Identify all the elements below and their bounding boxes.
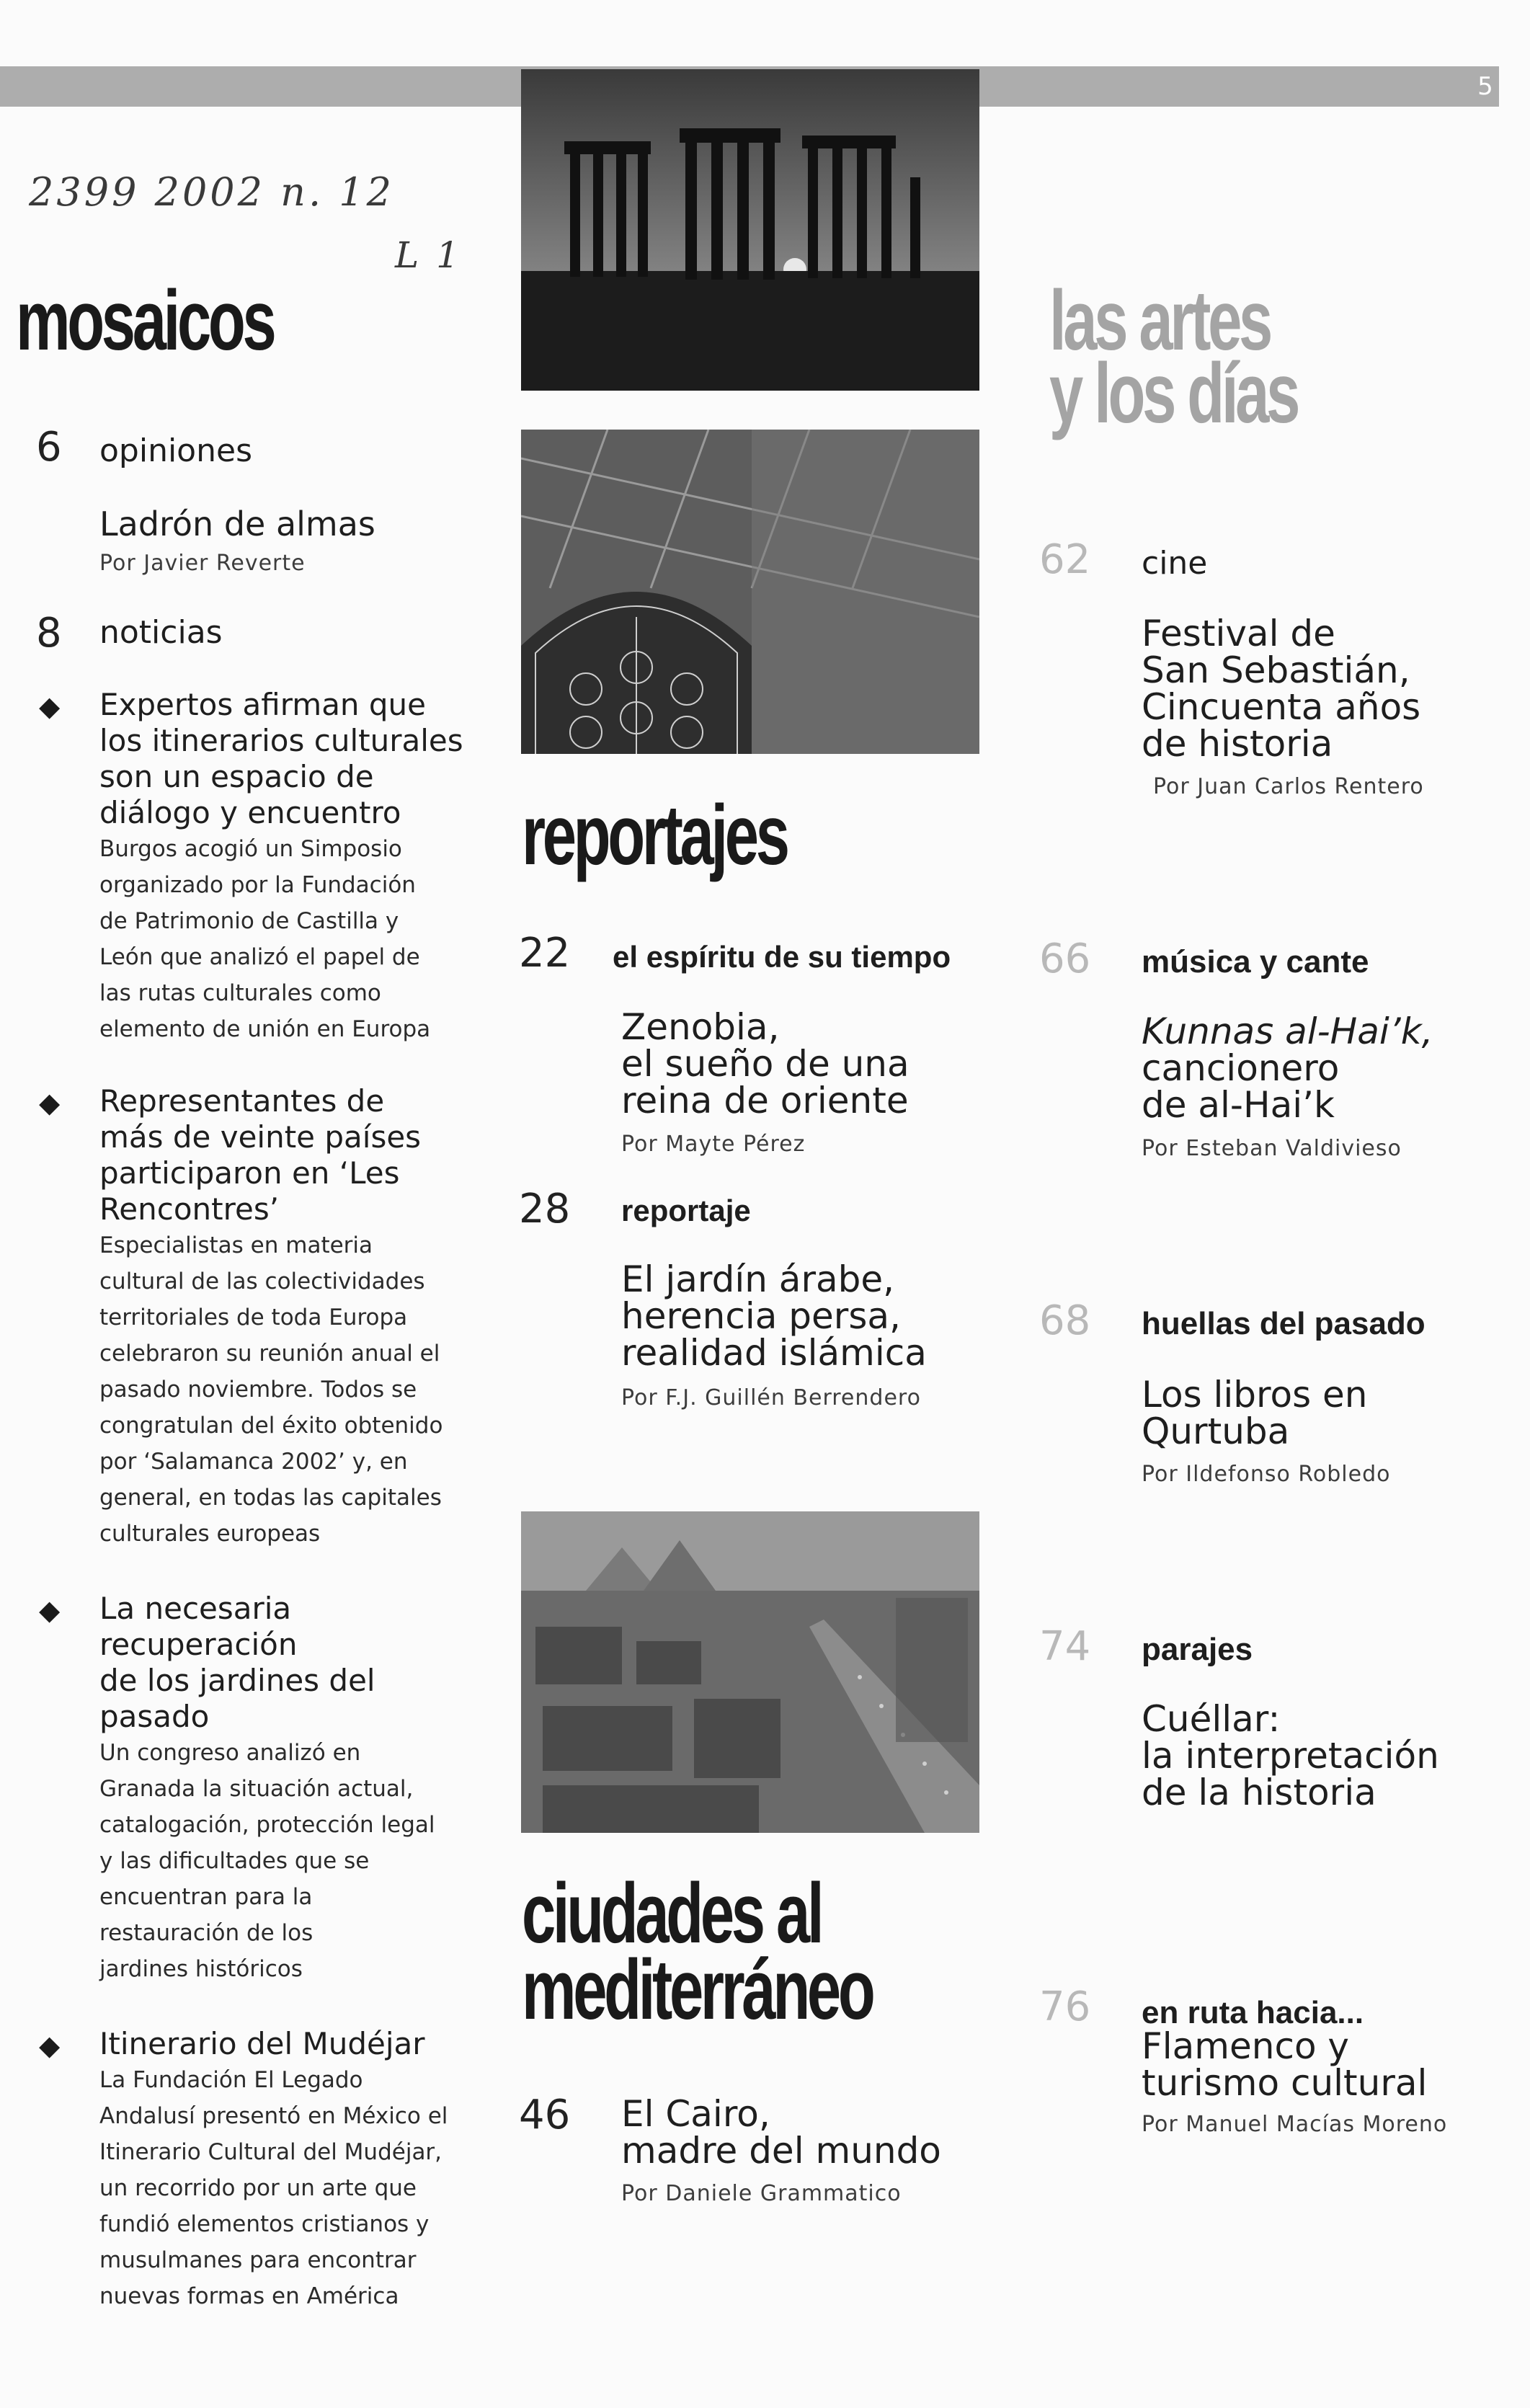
entry-title-line: cancionero xyxy=(1142,1047,1340,1089)
news-body-line: las rutas culturales como xyxy=(99,980,381,1006)
entry-title-line: realidad islámica xyxy=(621,1332,927,1374)
entry-title-line: de historia xyxy=(1142,723,1333,765)
entry-title-line: El Cairo, xyxy=(621,2093,770,2135)
entry-title-line: Cuéllar: xyxy=(1142,1698,1281,1740)
news-title-line: Itinerario del Mudéjar xyxy=(99,2026,425,2061)
entry-page-number: 68 xyxy=(1039,1297,1091,1344)
bullet-diamond-icon: ◆ xyxy=(39,1087,61,1119)
section-title-las-artes xyxy=(1049,273,1298,442)
news-title-line: son un espacio de xyxy=(99,759,374,794)
news-body-line: jardines históricos xyxy=(99,1956,303,1982)
entry-page-number: 28 xyxy=(519,1186,571,1232)
news-body-line: culturales europeas xyxy=(99,1521,321,1547)
entry-title-line: madre del mundo xyxy=(621,2130,941,2172)
entry-author: Por Juan Carlos Rentero xyxy=(1153,774,1424,799)
news-body-line: catalogación, protección legal xyxy=(99,1812,435,1838)
news-title-line: los itinerarios culturales xyxy=(99,723,463,758)
news-body-line: un recorrido por un arte que xyxy=(99,2175,417,2201)
news-body-line: Andalusí presentó en México el xyxy=(99,2103,448,2129)
section-title-line: mediterráneo xyxy=(522,1942,873,2038)
news-body-line: encuentran para la xyxy=(99,1884,313,1910)
entry-category: música y cante xyxy=(1142,944,1369,979)
news-body-line: celebraron su reunión anual el xyxy=(99,1341,440,1367)
news-title-line: de los jardines del xyxy=(99,1663,375,1698)
news-body-line: y las dificultades que se xyxy=(99,1848,370,1874)
news-body-line: congratulan del éxito obtenido xyxy=(99,1413,443,1439)
entry-title-line: San Sebastián, xyxy=(1142,649,1410,691)
opiniones-label: opiniones xyxy=(99,432,252,469)
bullet-diamond-icon: ◆ xyxy=(39,690,61,722)
noticias-label: noticias xyxy=(99,614,223,651)
section-title-ciudades xyxy=(522,1866,873,2038)
entry-category: en ruta hacia... xyxy=(1142,1995,1364,2030)
news-body-line: Especialistas en materia xyxy=(99,1232,373,1258)
handwritten-catalog-note: 2399 2002 n. 12 xyxy=(29,169,395,215)
entry-title-line: turismo cultural xyxy=(1142,2062,1428,2104)
news-item[interactable] xyxy=(99,1591,489,1987)
entry-author: Por Daniele Grammatico xyxy=(621,2181,902,2206)
entry-title-line: de la historia xyxy=(1142,1772,1376,1813)
entry-title[interactable] xyxy=(621,1006,982,1121)
photo-palmyra-ruins xyxy=(521,69,979,391)
entry-title-line: la interpretación xyxy=(1142,1735,1439,1777)
news-body-line: La Fundación El Legado xyxy=(99,2067,363,2093)
entry-title[interactable] xyxy=(1142,1698,1516,1813)
handwritten-code: L 1 xyxy=(395,234,462,276)
news-title-line: Representantes de xyxy=(99,1083,385,1119)
entry-title-line: el sueño de una xyxy=(621,1043,909,1085)
news-body-line: Granada la situación actual, xyxy=(99,1776,414,1802)
opiniones-title[interactable]: Ladrón de almas xyxy=(99,505,375,543)
news-body-line: restauración de los xyxy=(99,1920,313,1946)
entry-author: Por F.J. Guillén Berrendero xyxy=(621,1385,921,1410)
entry-page-number: 66 xyxy=(1039,936,1091,982)
news-title-line: diálogo y encuentro xyxy=(99,795,401,830)
news-title-line: Expertos afirman que xyxy=(99,687,427,722)
bullet-diamond-icon: ◆ xyxy=(39,1594,61,1626)
entry-title-line: Cincuenta años xyxy=(1142,686,1421,728)
entry-author: Por Esteban Valdivieso xyxy=(1142,1136,1402,1161)
news-title-line: La necesaria xyxy=(99,1591,292,1626)
entry-title-line: El jardín árabe, xyxy=(621,1258,895,1300)
section-title-reportajes: reportajes xyxy=(522,788,787,883)
page-number: 5 xyxy=(1477,72,1493,101)
entry-title-line: herencia persa, xyxy=(621,1295,901,1337)
entry-page-number: 62 xyxy=(1039,536,1091,583)
entry-title-line: de al-Hai’k xyxy=(1142,1084,1335,1126)
news-body-line: de Patrimonio de Castilla y xyxy=(99,908,399,934)
news-body-line: Burgos acogió un Simposio xyxy=(99,836,402,862)
noticias-page-number: 8 xyxy=(36,610,62,657)
news-title-line: Rencontres’ xyxy=(99,1191,280,1227)
entry-title-line: Qurtuba xyxy=(1142,1410,1290,1452)
photo-cairo-city xyxy=(521,1511,979,1833)
news-body-line: por ‘Salamanca 2002’ y, en xyxy=(99,1449,408,1475)
news-item[interactable] xyxy=(99,1083,489,1552)
news-body-line: Itinerario Cultural del Mudéjar, xyxy=(99,2139,442,2165)
news-title-line: pasado xyxy=(99,1699,210,1734)
entry-author: Por Manuel Macías Moreno xyxy=(1142,2112,1448,2137)
entry-title[interactable] xyxy=(621,1258,982,1374)
section-title-line: las artes xyxy=(1049,273,1270,368)
entry-category: reportaje xyxy=(621,1194,751,1227)
entry-title-line: Los libros en xyxy=(1142,1374,1368,1416)
entry-title[interactable] xyxy=(1142,1374,1516,1452)
entry-category: parajes xyxy=(1142,1632,1253,1667)
news-body-line: general, en todas las capitales xyxy=(99,1485,442,1511)
section-title-line: y los días xyxy=(1049,346,1298,442)
entry-page-number: 22 xyxy=(519,930,571,977)
entry-author: Por Mayte Pérez xyxy=(621,1132,806,1157)
news-body-line: organizado por la Fundación xyxy=(99,872,416,898)
entry-page-number: 46 xyxy=(519,2092,571,2138)
opiniones-page-number: 6 xyxy=(36,424,62,471)
news-body-line: cultural de las colectividades xyxy=(99,1269,425,1294)
news-body-line: fundió elementos cristianos y xyxy=(99,2211,430,2237)
entry-title-line: Festival de xyxy=(1142,613,1335,654)
bullet-diamond-icon: ◆ xyxy=(39,2030,61,2061)
entry-category: cine xyxy=(1142,545,1208,582)
news-title-line: recuperación xyxy=(99,1627,298,1662)
entry-title-line: reina de oriente xyxy=(621,1080,909,1121)
section-title-line: ciudades al xyxy=(522,1866,822,1961)
entry-title-line: Zenobia, xyxy=(621,1006,780,1048)
entry-title-line: Kunnas al-Hai’k, xyxy=(1142,1010,1433,1052)
section-title-mosaicos: mosaicos xyxy=(16,273,274,368)
news-body-line: Un congreso analizó en xyxy=(99,1740,361,1766)
news-title-line: más de veinte países xyxy=(99,1119,422,1155)
ornate-gate-icon xyxy=(521,430,979,754)
entry-category: huellas del pasado xyxy=(1142,1306,1426,1341)
news-body-line: musulmanes para encontrar xyxy=(99,2247,417,2273)
photo-iron-gate xyxy=(521,430,979,754)
news-item[interactable] xyxy=(99,687,489,1047)
entry-category: el espíritu de su tiempo xyxy=(613,940,951,974)
cairo-skyline-icon xyxy=(521,1511,979,1833)
news-body-line: elemento de unión en Europa xyxy=(99,1016,431,1042)
news-title-line: participaron en ‘Les xyxy=(99,1155,400,1191)
entry-title[interactable] xyxy=(1142,2025,1516,2104)
palmyra-silhouette-icon xyxy=(521,69,979,391)
entry-page-number: 76 xyxy=(1039,1983,1091,2030)
entry-page-number: 74 xyxy=(1039,1623,1091,1670)
entry-title[interactable] xyxy=(621,2093,996,2172)
entry-title[interactable] xyxy=(1142,613,1516,765)
entry-title[interactable] xyxy=(1142,1010,1516,1126)
news-item[interactable] xyxy=(99,2026,489,2314)
news-body-line: territoriales de toda Europa xyxy=(99,1305,408,1330)
entry-title-line: Flamenco y xyxy=(1142,2025,1350,2067)
news-body-line: León que analizó el papel de xyxy=(99,944,420,970)
opiniones-author: Por Javier Reverte xyxy=(99,551,306,576)
news-body-line: pasado noviembre. Todos se xyxy=(99,1377,417,1403)
entry-author: Por Ildefonso Robledo xyxy=(1142,1462,1391,1487)
news-body-line: nuevas formas en América xyxy=(99,2283,399,2309)
